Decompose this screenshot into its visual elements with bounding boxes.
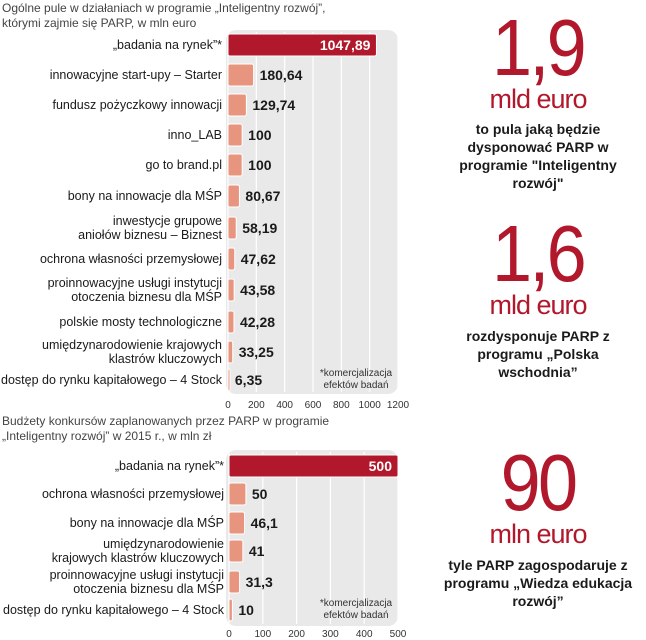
chart-2-tick-label: 100 — [254, 629, 272, 640]
chart-1-category-label: bony na innowacje dla MŚP — [67, 189, 222, 203]
stat-3-unit: mln euro — [489, 519, 587, 549]
chart-1-value-label: 80,67 — [245, 188, 281, 204]
chart-2-tick-label: 200 — [288, 629, 305, 640]
chart-1-category-label: fundusz pożyczkowy innowacji — [52, 98, 222, 112]
chart-2-tick-label: 0 — [226, 629, 232, 640]
chart-1-category-label: go to brand.pl — [145, 158, 222, 172]
chart-1-tick-label: 600 — [304, 400, 322, 411]
chart-1-value-label: 33,25 — [238, 344, 274, 360]
chart-2-bar — [229, 571, 240, 593]
chart-2-tick-label: 500 — [389, 629, 407, 640]
chart-1-category-label: ochrona własności przemysłowej — [39, 252, 222, 266]
chart-1-tick-label: 400 — [276, 400, 294, 411]
chart-1-value-label: 129,74 — [252, 97, 296, 113]
stat-1-unit: mld euro — [489, 84, 587, 114]
chart-1-value-label: 58,19 — [242, 220, 278, 236]
chart-1-tick-label: 1000 — [358, 400, 381, 411]
chart-2-bar — [229, 599, 232, 621]
chart-1-intro: Ogólne pule w działaniach w programie „Inteligentny rozwój”, którymi zajmie się PARP, w mln euro — [2, 1, 326, 30]
chart-2-value-label: 10 — [238, 602, 254, 618]
stat-1-number: 1,9 — [492, 3, 584, 92]
chart-1-category-label: „badania na rynek”* — [112, 38, 222, 52]
chart-1-category-label: inno_LAB — [167, 128, 222, 142]
chart-1-value-label: 43,58 — [240, 282, 276, 298]
chart-1-value-label: 1047,89 — [319, 37, 371, 53]
chart-2-bar — [229, 540, 243, 562]
chart-1-footnote: *komercjalizacja efektów badań — [319, 368, 393, 391]
chart-1-category-label: innowacyjne start-upy – Starter — [49, 68, 222, 82]
chart-2-value-label: 46,1 — [250, 515, 278, 531]
chart-1-value-label: 180,64 — [259, 67, 303, 83]
chart-2-category-label: dostęp do rynku kapitałowego – 4 Stock — [3, 603, 224, 617]
chart-1-category-label: inwestycje grupowe aniołów biznesu – Biznest — [78, 214, 222, 242]
stat-2-unit: mld euro — [489, 290, 587, 320]
chart-2-bar — [229, 483, 246, 505]
chart-1-tick-label: 0 — [225, 400, 231, 411]
chart-1-tick-label: 800 — [332, 400, 350, 411]
chart-2-category-label: proinnowacyjne usługi instytucji otoczenia biznesu dla MŚP — [49, 568, 224, 596]
stat-3-text: tyle PARP zagospodaruje z programu „Wiedza edukacja rozwój” — [443, 557, 633, 609]
chart-2-value-label: 500 — [368, 458, 392, 474]
chart-2-category-label: umiędzynarodowienie krajowych klastrów kluczowych — [51, 537, 224, 565]
chart-1-value-label: 100 — [248, 157, 272, 173]
chart-2-tick-label: 400 — [355, 629, 373, 640]
stat-3-number: 90 — [500, 438, 576, 527]
stat-2-number: 1,6 — [492, 209, 584, 298]
chart-2-value-label: 50 — [251, 486, 268, 502]
chart-2-bar — [229, 512, 245, 534]
chart-2-intro: Budżety konkursów zaplanowanych przez PARP w programie „Inteligentny rozwój” w 2015 r., w mln zł — [2, 414, 330, 443]
chart-1-tick-label: 200 — [247, 400, 265, 411]
chart-2-category-label: „badania na rynek”* — [114, 459, 224, 473]
chart-2-category-label: bony na innowacje dla MŚP — [69, 516, 224, 530]
chart-2-category-label: ochrona własności przemysłowej — [41, 487, 224, 501]
chart-2-footnote: *komercjalizacja efektów badań — [319, 598, 393, 621]
chart-1-category-label: umiędzynarodowienie krajowych klastrów kluczowych — [42, 338, 222, 366]
stat-1-text: to pula jaką będzie dysponować PARP w programie "Inteligentny rozwój" — [459, 121, 617, 191]
chart-2-tick-label: 300 — [322, 629, 339, 640]
chart-1-tick-label: 1200 — [386, 400, 410, 411]
chart-1-value-label: 6,35 — [234, 372, 263, 388]
chart-2-value-label: 41 — [248, 543, 265, 559]
chart-1-category-label: proinnowacyjne usługi instytucji otoczenia biznesu dla MŚP — [47, 276, 222, 304]
chart-1-value-label: 100 — [248, 127, 272, 143]
chart-1-category-label: dostęp do rynku kapitałowego – 4 Stock — [1, 373, 222, 387]
chart-2-value-label: 31,3 — [245, 574, 273, 590]
stat-2-text: rozdysponuje PARP z programu „Polska wschodnia” — [466, 328, 610, 380]
chart-1-category-label: polskie mosty technologiczne — [59, 315, 222, 329]
chart-1-value-label: 47,62 — [240, 251, 276, 267]
chart-1-value-label: 42,28 — [239, 314, 276, 330]
